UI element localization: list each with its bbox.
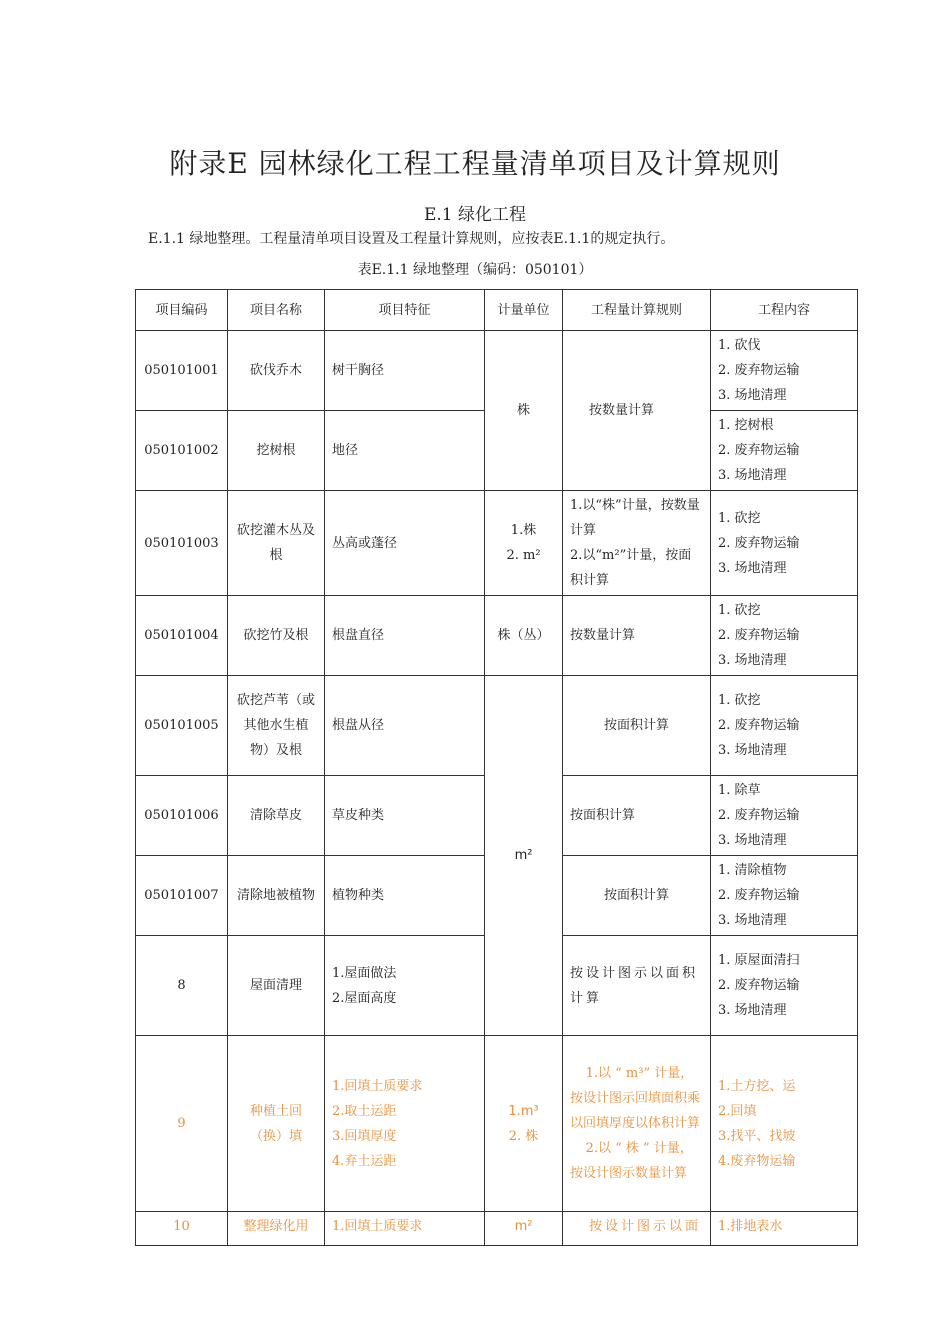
content-line: 2. 废弃物运输 (718, 363, 800, 378)
content-line: 3. 场地清理 (718, 388, 787, 403)
content-line: 1.土方挖、运 (718, 1078, 796, 1094)
cell-name: 清除地被植物 (228, 856, 325, 936)
cell-code: 050101003 (136, 491, 228, 596)
cell-name: 屋面清理 (228, 936, 325, 1036)
cell-rule: 按面积计算 (563, 776, 711, 856)
cell-feature: 草皮种类 (325, 776, 485, 856)
cell-name: 整理绿化用 (228, 1212, 325, 1246)
rule-line: 1.以 “ m³” 计量，按设计图示回填面积乘以回填厚度以体积计算 (570, 1066, 701, 1131)
content-line: 2. 废弃物运输 (718, 628, 800, 643)
cell-unit (485, 1036, 563, 1212)
table-header-row (136, 290, 858, 331)
cell-code: 050101004 (136, 596, 228, 676)
cell-code: 050101005 (136, 676, 228, 776)
cell-feature: 根盘从径 (325, 676, 485, 776)
content-line: 2. 废弃物运输 (718, 443, 800, 458)
cell-unit: 株 (485, 331, 563, 491)
cell-content (711, 596, 858, 676)
cell-feature: 丛高或蓬径 (325, 491, 485, 596)
content-line: 3. 场地清理 (718, 1003, 787, 1018)
cell-feature: 根盘直径 (325, 596, 485, 676)
content-line: 2. 废弃物运输 (718, 808, 800, 823)
feature-line: 2.取土运距 (332, 1103, 397, 1119)
cell-content (711, 936, 858, 1036)
unit-line: 1.株 (510, 523, 537, 538)
unit-line: 2. m² (506, 548, 541, 563)
header-rule: 工程量计算规则 (563, 290, 711, 331)
cell-code: 050101002 (136, 411, 228, 491)
table-row (136, 596, 858, 676)
content-line: 3. 场地清理 (718, 913, 787, 928)
content-line: 1. 挖树根 (718, 418, 774, 433)
cell-rule: 按面积计算 (563, 676, 711, 776)
table-row-highlighted (136, 1036, 858, 1212)
greenland-table (135, 289, 858, 1246)
cell-content (711, 676, 858, 776)
header-code: 项目编码 (136, 290, 228, 331)
content-line: 2. 废弃物运输 (718, 978, 800, 993)
unit-line: 2. 株 (508, 1128, 539, 1144)
cell-code: 9 (136, 1036, 228, 1212)
cell-rule: 按数量计算 (563, 331, 711, 491)
content-line: 1. 原屋面清扫 (718, 953, 800, 968)
cell-name: 种植土回（换）填 (228, 1036, 325, 1212)
content-line: 1. 清除植物 (718, 863, 787, 878)
cell-rule (563, 1036, 711, 1212)
cell-name: 砍挖竹及根 (228, 596, 325, 676)
cell-rule: 按数量计算 (563, 596, 711, 676)
header-name: 项目名称 (228, 290, 325, 331)
unit-line: 1.m³ (508, 1103, 539, 1119)
intro-paragraph: E.1.1 绿地整理。工程量清单项目设置及工程量计算规则，应按表E.1.1的规定执行。 (148, 231, 675, 247)
cell-content (711, 776, 858, 856)
cell-content (711, 1036, 858, 1212)
rule-line: 2.以“m²”计量，按面积计算 (570, 548, 692, 588)
feature-line: 3.回填厚度 (332, 1128, 397, 1144)
content-line: 3.找平、找坡 (718, 1128, 796, 1144)
content-line: 3. 场地清理 (718, 468, 787, 483)
cell-content (711, 491, 858, 596)
cell-unit: m² (485, 676, 563, 1036)
cell-name: 挖树根 (228, 411, 325, 491)
cell-content (711, 331, 858, 411)
table-row-highlighted (136, 1212, 858, 1246)
cell-unit: 株（丛） (485, 596, 563, 676)
cell-content (711, 411, 858, 491)
cell-name: 砍挖芦苇（或其他水生植物）及根 (228, 676, 325, 776)
cell-code: 8 (136, 936, 228, 1036)
table-row (136, 491, 858, 596)
cell-unit: m² (485, 1212, 563, 1246)
cell-feature: 地径 (325, 411, 485, 491)
feature-line: 4.弃土运距 (332, 1153, 397, 1169)
content-line: 2.回填 (718, 1103, 757, 1119)
table-row (136, 676, 858, 776)
cell-rule: 按面积计算 (563, 856, 711, 936)
header-content: 工程内容 (711, 290, 858, 331)
cell-unit (485, 491, 563, 596)
section-heading: E.1 绿化工程 (423, 205, 527, 225)
content-line: 2. 废弃物运输 (718, 888, 800, 903)
cell-code: 050101006 (136, 776, 228, 856)
rule-line: 1.以“株”计量，按数量计算 (570, 498, 700, 538)
content-line: 1. 砍伐 (718, 338, 761, 353)
cell-content (711, 856, 858, 936)
cell-rule: 按设计图示以面积计算 (563, 936, 711, 1036)
content-line: 1. 砍挖 (718, 510, 761, 526)
table-row (136, 331, 858, 411)
feature-line: 1.屋面做法 (332, 965, 397, 981)
cell-code: 050101001 (136, 331, 228, 411)
cell-rule: 按设计图示以面 (563, 1212, 711, 1246)
content-line: 4.废弃物运输 (718, 1153, 796, 1169)
cell-rule (563, 491, 711, 596)
content-line: 3. 场地清理 (718, 560, 787, 576)
cell-code: 050101007 (136, 856, 228, 936)
content-line: 1. 除草 (718, 783, 761, 798)
cell-name: 清除草皮 (228, 776, 325, 856)
content-line: 3. 场地清理 (718, 653, 787, 668)
content-line: 2. 废弃物运输 (718, 535, 800, 551)
cell-code: 10 (136, 1212, 228, 1246)
cell-content: 1.排地表水 (711, 1212, 858, 1246)
feature-line: 1.回填土质要求 (332, 1078, 423, 1094)
cell-name: 砍挖灌木丛及根 (228, 491, 325, 596)
content-line: 3. 场地清理 (718, 743, 787, 758)
cell-feature: 1.回填土质要求 (325, 1212, 485, 1246)
rule-line: 2.以 “ 株 ” 计量，按设计图示数量计算 (570, 1141, 693, 1181)
cell-feature: 树干胸径 (325, 331, 485, 411)
cell-feature (325, 1036, 485, 1212)
content-line: 1. 砍挖 (718, 603, 761, 618)
cell-feature: 植物种类 (325, 856, 485, 936)
table-caption: 表E.1.1 绿地整理（编码：050101） (357, 262, 593, 278)
header-feature: 项目特征 (325, 290, 485, 331)
header-unit: 计量单位 (485, 290, 563, 331)
content-line: 2. 废弃物运输 (718, 718, 800, 733)
cell-name: 砍伐乔木 (228, 331, 325, 411)
cell-feature (325, 936, 485, 1036)
content-line: 3. 场地清理 (718, 833, 787, 848)
page-title: 附录E 园林绿化工程工程量清单项目及计算规则 (169, 147, 781, 180)
content-line: 1. 砍挖 (718, 693, 761, 708)
feature-line: 2.屋面高度 (332, 990, 397, 1006)
